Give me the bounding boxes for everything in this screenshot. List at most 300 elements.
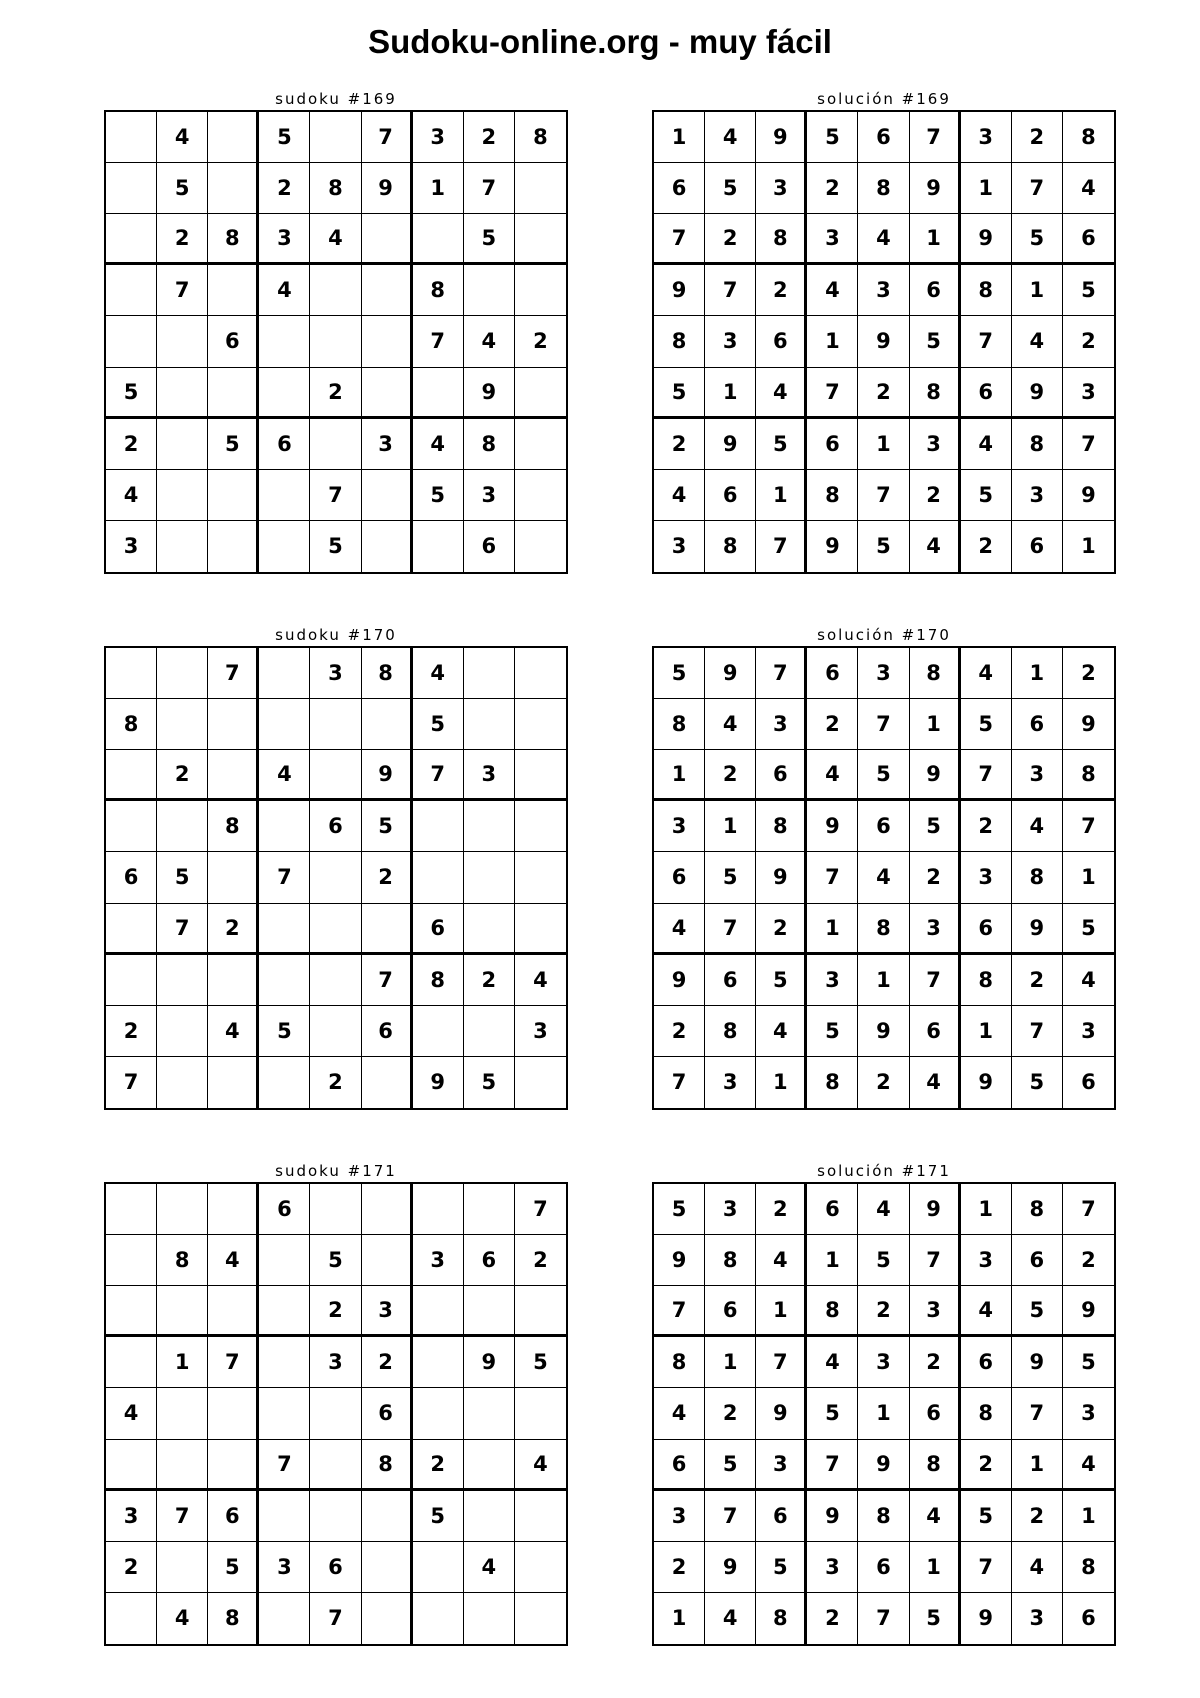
- grid-cell: [157, 1388, 208, 1439]
- grid-cell: 8: [157, 1235, 208, 1286]
- puzzle-label: solución #171: [817, 1162, 951, 1180]
- grid-cell: 1: [157, 1337, 208, 1388]
- grid-cell: 1: [807, 1235, 858, 1286]
- puzzle-label: sudoku #169: [275, 90, 397, 108]
- grid-cell: [515, 214, 566, 265]
- grid-cell: 8: [756, 1593, 807, 1644]
- grid-cell: 6: [1063, 214, 1114, 265]
- grid-cell: [413, 1006, 464, 1057]
- grid-cell: 6: [654, 1440, 705, 1491]
- solution-171: [652, 1160, 1116, 1646]
- puzzle-label: solución #170: [817, 626, 951, 644]
- grid-cell: 9: [858, 1440, 909, 1491]
- grid-cell: 1: [654, 112, 705, 163]
- grid-cell: 4: [910, 1057, 961, 1108]
- grid-cell: 4: [654, 470, 705, 521]
- grid-cell: 7: [807, 852, 858, 903]
- grid-cell: 3: [1063, 1006, 1114, 1057]
- grid-cell: 3: [654, 1491, 705, 1542]
- grid-cell: 5: [1063, 265, 1114, 316]
- grid-cell: 3: [413, 1235, 464, 1286]
- grid-cell: 5: [910, 316, 961, 367]
- grid-cell: 6: [756, 750, 807, 801]
- grid-cell: [259, 904, 310, 955]
- grid-cell: [464, 1184, 515, 1235]
- puzzle-label: sudoku #171: [275, 1162, 397, 1180]
- grid-cell: 7: [961, 750, 1012, 801]
- grid-cell: 4: [756, 1235, 807, 1286]
- grid-cell: 7: [1012, 163, 1063, 214]
- grid-cell: [310, 265, 361, 316]
- grid-cell: 5: [961, 1491, 1012, 1542]
- grid-cell: 1: [1012, 1440, 1063, 1491]
- grid-cell: 4: [910, 1491, 961, 1542]
- grid-cell: 4: [858, 1184, 909, 1235]
- grid-cell: [310, 1006, 361, 1057]
- grid-cell: 5: [1063, 904, 1114, 955]
- grid-cell: 8: [807, 1057, 858, 1108]
- grid-cell: [157, 419, 208, 470]
- grid-cell: [362, 1491, 413, 1542]
- grid-cell: 6: [362, 1388, 413, 1439]
- grid-cell: [157, 699, 208, 750]
- grid-cell: 4: [961, 1286, 1012, 1337]
- grid-cell: 9: [756, 1388, 807, 1439]
- grid-cell: 6: [208, 1491, 259, 1542]
- grid-cell: [515, 521, 566, 572]
- grid-cell: [157, 521, 208, 572]
- grid-cell: 7: [910, 1235, 961, 1286]
- grid-cell: 4: [413, 419, 464, 470]
- grid-cell: [413, 1337, 464, 1388]
- grid-cell: [259, 648, 310, 699]
- grid-cell: 2: [961, 801, 1012, 852]
- grid-cell: [106, 316, 157, 367]
- grid-cell: 5: [858, 1235, 909, 1286]
- grid-cell: 8: [362, 1440, 413, 1491]
- grid-cell: 4: [106, 470, 157, 521]
- grid-cell: [208, 112, 259, 163]
- grid-cell: 8: [910, 1440, 961, 1491]
- grid-cell: 3: [910, 419, 961, 470]
- grid-cell: [515, 1542, 566, 1593]
- solution-169: [652, 88, 1116, 574]
- grid-cell: [464, 1286, 515, 1337]
- grid-cell: 8: [1063, 750, 1114, 801]
- grid-cell: [208, 1286, 259, 1337]
- grid-cell: [515, 163, 566, 214]
- grid-cell: 5: [259, 112, 310, 163]
- grid-cell: [464, 1440, 515, 1491]
- grid-cell: 6: [654, 852, 705, 903]
- puzzle-170: [104, 624, 568, 1110]
- grid-cell: [259, 1388, 310, 1439]
- grid-cell: 7: [464, 163, 515, 214]
- grid-cell: 4: [1012, 316, 1063, 367]
- grid-cell: 5: [654, 648, 705, 699]
- grid-cell: 1: [807, 904, 858, 955]
- grid-cell: [106, 1337, 157, 1388]
- grid-cell: 1: [1063, 1491, 1114, 1542]
- grid-cell: 1: [1063, 852, 1114, 903]
- grid-cell: 8: [464, 419, 515, 470]
- grid-cell: 2: [858, 1286, 909, 1337]
- grid-cell: 8: [858, 904, 909, 955]
- grid-cell: 9: [756, 112, 807, 163]
- grid-cell: 7: [259, 852, 310, 903]
- sudoku-grid: [104, 646, 568, 1110]
- grid-cell: 6: [1081, 1070, 1096, 1095]
- grid-cell: 2: [362, 852, 413, 903]
- grid-cell: 6: [858, 1542, 909, 1593]
- grid-cell: 2: [910, 852, 961, 903]
- grid-cell: 6: [208, 316, 259, 367]
- puzzle-label: solución #169: [817, 90, 951, 108]
- grid-cell: [413, 521, 464, 572]
- grid-cell: 1: [413, 163, 464, 214]
- grid-cell: 2: [310, 1057, 361, 1108]
- grid-cell: 7: [1012, 1388, 1063, 1439]
- grid-cell: 5: [961, 470, 1012, 521]
- grid-cell: 1: [756, 470, 807, 521]
- grid-cell: [106, 112, 157, 163]
- grid-cell: [515, 1057, 566, 1108]
- grid-cell: 2: [1063, 316, 1114, 367]
- grid-cell: 8: [413, 955, 464, 1006]
- grid-cell: [106, 801, 157, 852]
- grid-cell: 6: [705, 470, 756, 521]
- grid-cell: [106, 163, 157, 214]
- grid-cell: 1: [910, 214, 961, 265]
- grid-cell: 1: [961, 1184, 1012, 1235]
- grid-cell: 3: [756, 163, 807, 214]
- grid-cell: [464, 1388, 515, 1439]
- grid-cell: 8: [208, 1593, 259, 1644]
- grid-cell: 3: [654, 801, 705, 852]
- grid-cell: 7: [705, 904, 756, 955]
- grid-cell: [106, 1184, 157, 1235]
- grid-cell: 2: [106, 1006, 157, 1057]
- grid-cell: 7: [858, 699, 909, 750]
- grid-cell: 3: [362, 1286, 413, 1337]
- grid-cell: [310, 419, 361, 470]
- solution-170: [652, 624, 1116, 1110]
- grid-cell: 7: [961, 316, 1012, 367]
- grid-cell: 5: [807, 112, 858, 163]
- grid-cell: 1: [1012, 648, 1063, 699]
- grid-cell: 8: [705, 1006, 756, 1057]
- grid-cell: 6: [756, 316, 807, 367]
- grid-cell: 1: [705, 368, 756, 419]
- grid-cell: 8: [654, 316, 705, 367]
- grid-cell: 8: [910, 368, 961, 419]
- grid-cell: 5: [1063, 1337, 1114, 1388]
- grid-cell: 2: [910, 470, 961, 521]
- grid-cell: 6: [756, 1491, 807, 1542]
- grid-cell: 8: [961, 265, 1012, 316]
- grid-cell: [464, 699, 515, 750]
- grid-cell: 9: [362, 163, 413, 214]
- grid-cell: 9: [705, 419, 756, 470]
- grid-cell: 4: [208, 1006, 259, 1057]
- grid-cell: 5: [515, 1337, 566, 1388]
- grid-cell: 4: [961, 419, 1012, 470]
- grid-cell: 3: [1012, 470, 1063, 521]
- grid-cell: [259, 1057, 310, 1108]
- grid-cell: [515, 904, 566, 955]
- grid-cell: [259, 955, 310, 1006]
- grid-cell: 2: [413, 1440, 464, 1491]
- grid-cell: 9: [362, 750, 413, 801]
- grid-cell: [362, 1542, 413, 1593]
- grid-cell: 4: [413, 648, 464, 699]
- grid-cell: 5: [654, 368, 705, 419]
- grid-cell: 9: [1012, 904, 1063, 955]
- grid-cell: 5: [259, 1006, 310, 1057]
- grid-cell: 6: [1012, 521, 1063, 572]
- grid-cell: 7: [961, 1542, 1012, 1593]
- grid-cell: [157, 1006, 208, 1057]
- grid-cell: 2: [705, 1388, 756, 1439]
- grid-cell: 3: [259, 214, 310, 265]
- puzzle-169: [104, 88, 568, 574]
- grid-cell: [515, 801, 566, 852]
- grid-cell: 6: [910, 265, 961, 316]
- grid-cell: 4: [157, 1593, 208, 1644]
- grid-cell: 7: [362, 955, 413, 1006]
- grid-cell: 7: [654, 214, 705, 265]
- grid-cell: [208, 368, 259, 419]
- grid-cell: 5: [858, 750, 909, 801]
- grid-cell: 3: [910, 904, 961, 955]
- grid-cell: [464, 801, 515, 852]
- grid-cell: 9: [1012, 1337, 1063, 1388]
- grid-cell: [464, 1006, 515, 1057]
- grid-cell: [208, 265, 259, 316]
- grid-cell: 6: [654, 163, 705, 214]
- grid-cell: 8: [1063, 1542, 1114, 1593]
- grid-cell: 5: [756, 1542, 807, 1593]
- grid-cell: 9: [413, 1057, 464, 1108]
- grid-cell: 2: [756, 1184, 807, 1235]
- grid-cell: 9: [858, 1006, 909, 1057]
- grid-cell: 7: [807, 368, 858, 419]
- grid-cell: 3: [1012, 750, 1063, 801]
- grid-cell: 5: [1012, 1286, 1063, 1337]
- grid-cell: 9: [654, 955, 705, 1006]
- grid-cell: 7: [310, 1593, 361, 1644]
- grid-cell: [362, 470, 413, 521]
- grid-cell: 2: [106, 1542, 157, 1593]
- grid-cell: 4: [910, 521, 961, 572]
- grid-cell: [515, 750, 566, 801]
- grid-cell: 2: [910, 1337, 961, 1388]
- grid-cell: 4: [1063, 1440, 1114, 1491]
- grid-cell: 4: [654, 1388, 705, 1439]
- grid-cell: [208, 163, 259, 214]
- grid-cell: 2: [961, 521, 1012, 572]
- grid-cell: 4: [807, 750, 858, 801]
- grid-cell: [208, 699, 259, 750]
- grid-cell: 7: [310, 470, 361, 521]
- grid-cell: [208, 1440, 259, 1491]
- grid-cell: 2: [310, 368, 361, 419]
- grid-cell: 5: [464, 1057, 515, 1108]
- grid-cell: 6: [310, 1542, 361, 1593]
- grid-cell: 8: [362, 648, 413, 699]
- grid-cell: [413, 801, 464, 852]
- grid-cell: 8: [1012, 852, 1063, 903]
- grid-cell: 4: [705, 699, 756, 750]
- grid-cell: 5: [961, 699, 1012, 750]
- grid-cell: 4: [1063, 163, 1114, 214]
- grid-cell: 6: [362, 1006, 413, 1057]
- grid-cell: 2: [157, 214, 208, 265]
- grid-cell: 2: [1012, 112, 1063, 163]
- grid-cell: 1: [705, 1337, 756, 1388]
- grid-cell: 7: [157, 265, 208, 316]
- grid-cell: 1: [756, 1286, 807, 1337]
- grid-cell: 1: [705, 801, 756, 852]
- grid-cell: 6: [858, 112, 909, 163]
- grid-cell: [515, 1388, 566, 1439]
- grid-cell: 1: [961, 163, 1012, 214]
- grid-cell: 1: [807, 316, 858, 367]
- grid-cell: [157, 1286, 208, 1337]
- grid-cell: 2: [654, 1006, 705, 1057]
- grid-cell: [208, 750, 259, 801]
- grid-cell: 6: [910, 1388, 961, 1439]
- grid-cell: 9: [1063, 470, 1114, 521]
- grid-cell: 8: [756, 801, 807, 852]
- grid-cell: 3: [910, 1286, 961, 1337]
- grid-cell: 6: [310, 801, 361, 852]
- grid-cell: [515, 852, 566, 903]
- grid-cell: [362, 1184, 413, 1235]
- grid-cell: 7: [1063, 1184, 1114, 1235]
- grid-cell: 3: [858, 265, 909, 316]
- grid-cell: 8: [705, 521, 756, 572]
- grid-cell: 6: [705, 1286, 756, 1337]
- grid-cell: 5: [910, 1593, 961, 1644]
- grid-cell: 9: [807, 801, 858, 852]
- grid-cell: 3: [858, 1337, 909, 1388]
- grid-cell: 5: [1012, 1057, 1063, 1108]
- grid-cell: [157, 1184, 208, 1235]
- grid-cell: 9: [807, 1491, 858, 1542]
- grid-cell: 7: [208, 648, 259, 699]
- grid-cell: [413, 1184, 464, 1235]
- grid-cell: 5: [910, 801, 961, 852]
- grid-cell: [362, 1235, 413, 1286]
- grid-cell: 3: [1063, 368, 1114, 419]
- grid-cell: 4: [807, 265, 858, 316]
- grid-cell: 5: [208, 419, 259, 470]
- grid-cell: 9: [910, 163, 961, 214]
- grid-cell: 1: [858, 955, 909, 1006]
- grid-cell: [515, 368, 566, 419]
- grid-cell: [362, 521, 413, 572]
- grid-cell: 5: [705, 852, 756, 903]
- grid-cell: [515, 648, 566, 699]
- grid-cell: [157, 648, 208, 699]
- grid-cell: [464, 265, 515, 316]
- grid-cell: 8: [910, 648, 961, 699]
- grid-cell: 9: [1063, 1286, 1114, 1337]
- grid-cell: [464, 648, 515, 699]
- grid-cell: [464, 852, 515, 903]
- grid-cell: 3: [1012, 1593, 1063, 1644]
- grid-cell: [310, 316, 361, 367]
- grid-cell: 7: [362, 112, 413, 163]
- grid-cell: 4: [464, 316, 515, 367]
- grid-cell: [413, 1286, 464, 1337]
- grid-cell: 4: [259, 265, 310, 316]
- grid-cell: 6: [413, 904, 464, 955]
- grid-cell: [157, 955, 208, 1006]
- grid-cell: 3: [259, 1542, 310, 1593]
- grid-cell: [259, 1593, 310, 1644]
- grid-cell: 2: [310, 1286, 361, 1337]
- grid-cell: [362, 904, 413, 955]
- grid-cell: 3: [1063, 1388, 1114, 1439]
- grid-cell: 7: [858, 1593, 909, 1644]
- grid-cell: 9: [705, 648, 756, 699]
- grid-cell: 7: [756, 1337, 807, 1388]
- grid-cell: 6: [858, 801, 909, 852]
- grid-cell: 5: [705, 163, 756, 214]
- grid-cell: 7: [705, 265, 756, 316]
- grid-cell: [464, 1593, 515, 1644]
- grid-cell: 8: [858, 163, 909, 214]
- grid-cell: 7: [654, 1057, 705, 1108]
- grid-cell: 3: [961, 852, 1012, 903]
- grid-cell: 7: [1063, 419, 1114, 470]
- grid-cell: 5: [756, 955, 807, 1006]
- grid-cell: [259, 368, 310, 419]
- grid-cell: 7: [858, 470, 909, 521]
- grid-cell: [413, 368, 464, 419]
- grid-cell: 7: [756, 648, 807, 699]
- grid-cell: 2: [208, 904, 259, 955]
- grid-cell: [259, 699, 310, 750]
- sudoku-grid: [104, 110, 568, 574]
- grid-cell: 2: [654, 419, 705, 470]
- grid-cell: [310, 1440, 361, 1491]
- grid-cell: [259, 1337, 310, 1388]
- grid-cell: 8: [1012, 1184, 1063, 1235]
- grid-cell: 2: [756, 904, 807, 955]
- grid-cell: 8: [515, 112, 566, 163]
- sudoku-grid: [652, 110, 1116, 574]
- grid-cell: 3: [464, 470, 515, 521]
- grid-cell: 8: [654, 1337, 705, 1388]
- grid-cell: 4: [1012, 801, 1063, 852]
- grid-cell: 2: [259, 163, 310, 214]
- grid-cell: 8: [1012, 419, 1063, 470]
- grid-cell: [208, 521, 259, 572]
- grid-cell: 7: [413, 316, 464, 367]
- grid-cell: 2: [1063, 1235, 1114, 1286]
- grid-cell: 5: [208, 1542, 259, 1593]
- grid-cell: 3: [705, 1184, 756, 1235]
- grid-cell: 2: [807, 1593, 858, 1644]
- grid-cell: 6: [807, 419, 858, 470]
- grid-cell: 8: [807, 470, 858, 521]
- page-title: Sudoku-online.org - muy fácil: [368, 23, 832, 60]
- grid-cell: 2: [705, 214, 756, 265]
- grid-cell: [106, 955, 157, 1006]
